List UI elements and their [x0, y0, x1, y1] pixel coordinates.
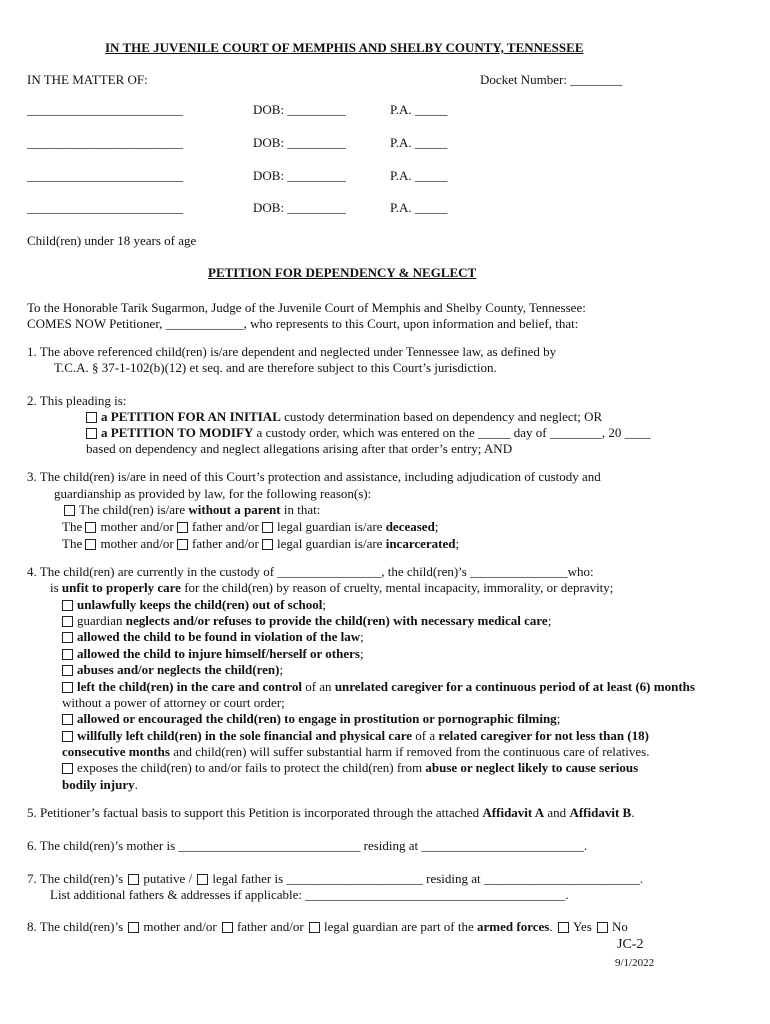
option-text: a custody order, which was entered on the _____ day of ________, 20 ____: [253, 425, 651, 440]
reason-bold-text: without a parent: [188, 502, 281, 517]
prostitution-checkbox[interactable]: [62, 714, 73, 725]
para-7: [27, 871, 643, 886]
unrelated-caregiver-checkbox[interactable]: [62, 682, 73, 693]
para-6-mother-field[interactable]: 6. The child(ren)’s mother is ____________________________ residing at _________________________.: [27, 838, 588, 853]
medical-care-checkbox[interactable]: [62, 616, 73, 627]
punctuation: .: [549, 919, 553, 934]
neglect-item-cont: [62, 744, 650, 759]
form-number: JC-2: [617, 937, 644, 952]
reason-text: in that:: [280, 502, 321, 517]
punctuation: ;: [547, 613, 552, 628]
reason-text: mother and/or: [100, 519, 174, 534]
child-pa-field[interactable]: P.A. _____: [390, 168, 448, 183]
reason-bold-text: deceased: [385, 519, 435, 534]
para-8: [27, 919, 628, 934]
option-initial-petition: [86, 409, 602, 424]
para-1-line-1: 1. The above referenced child(ren) is/are dependent and neglected under Tennessee law, as defined by: [27, 344, 557, 359]
affidavit-b: Affidavit B: [569, 805, 632, 820]
neglect-item-cont: without a power of attorney or court order;: [62, 695, 285, 710]
neglect-item: [62, 662, 283, 677]
neglect-item: [62, 629, 364, 644]
child-name-field[interactable]: ________________________: [27, 168, 183, 183]
intro-text: COMES NOW Petitioner,: [27, 316, 166, 331]
para-4-line-2: [50, 580, 613, 595]
matter-label: IN THE MATTER OF:: [27, 72, 148, 87]
punctuation: ;: [360, 629, 364, 644]
neglect-item: [62, 728, 649, 743]
punctuation: ;: [322, 597, 326, 612]
reason-bold-text: incarcerated: [385, 536, 456, 551]
reason-text: The: [62, 536, 83, 551]
punctuation: .: [134, 777, 138, 792]
child-dob-field[interactable]: DOB: _________: [253, 135, 346, 150]
no-checkbox[interactable]: [597, 922, 608, 933]
intro-text: , who represents to this Court, upon information and belief, that:: [243, 316, 579, 331]
court-title: IN THE JUVENILE COURT OF MEMPHIS AND SHELBY COUNTY, TENNESSEE: [105, 40, 584, 55]
punctuation: ;: [434, 519, 439, 534]
item-bold-text: left the child(ren) in the care and control: [77, 679, 302, 694]
punctuation: ;: [455, 536, 460, 551]
without-parent-checkbox[interactable]: [64, 505, 75, 516]
punctuation: .: [631, 805, 635, 820]
reason-text: for the child(ren) by reason of cruelty, mental incapacity, immorality, or depravity;: [180, 580, 614, 595]
para-text: legal guardian are part of the: [323, 919, 478, 934]
modify-petition-checkbox[interactable]: [86, 428, 97, 439]
neglect-item: [62, 646, 364, 661]
intro-line-1: To the Honorable Tarik Sugarmon, Judge of the Juvenile Court of Memphis and Shelby County, Tennessee:: [27, 300, 586, 315]
punctuation: ;: [556, 711, 561, 726]
father-deceased-checkbox[interactable]: [177, 522, 188, 533]
item-bold-text: unlawfully keeps the child(ren) out of school: [77, 597, 323, 612]
father-field[interactable]: legal father is _____________________ residing at ________________________.: [212, 871, 644, 886]
violation-law-checkbox[interactable]: [62, 632, 73, 643]
para-2-line-1: 2. This pleading is:: [27, 393, 127, 408]
item-bold-text: related caregiver for not less than (18): [438, 728, 649, 743]
reason-text: mother and/or: [100, 536, 174, 551]
punctuation: ;: [359, 646, 364, 661]
item-bold-text: allowed the child to injure himself/herself or others: [77, 646, 360, 661]
reason-text: legal guardian is/are: [277, 519, 386, 534]
reason-bold-text: unfit to properly care: [61, 580, 181, 595]
without-parent-row: [64, 502, 320, 517]
neglect-item-cont: [62, 777, 138, 792]
option-modify-line-2: based on dependency and neglect allegations arising after that order’s entry; AND: [86, 441, 513, 456]
petitioner-name-field[interactable]: ____________: [165, 316, 244, 331]
para-text: father and/or: [236, 919, 304, 934]
item-bold-text: neglects and/or refuses to provide the child(ren) with necessary medical care: [125, 613, 548, 628]
mother-deceased-checkbox[interactable]: [85, 522, 96, 533]
mother-incarcerated-checkbox[interactable]: [85, 539, 96, 550]
incarcerated-row: [62, 536, 459, 551]
reason-text: is: [50, 580, 62, 595]
no-label: No: [612, 919, 628, 934]
guardian-deceased-checkbox[interactable]: [262, 522, 273, 533]
guardian-armed-forces-checkbox[interactable]: [309, 922, 320, 933]
item-bold-text: abuses and/or neglects the child(ren): [77, 662, 280, 677]
item-text: and child(ren) will suffer substantial harm if removed from the continuous care of relatives.: [169, 744, 650, 759]
item-bold-text: allowed the child to be found in violation of the law: [77, 629, 361, 644]
neglect-item: [62, 613, 551, 628]
item-bold-text: bodily injury: [62, 777, 135, 792]
deceased-row: [62, 519, 438, 534]
neglect-item: [62, 597, 326, 612]
reason-text: father and/or: [192, 519, 259, 534]
para-text: and: [544, 805, 570, 820]
item-bold-text: allowed or encouraged the child(ren) to engage in prostitution or pornographic filming: [77, 711, 557, 726]
putative-father-checkbox[interactable]: [128, 874, 139, 885]
related-caregiver-checkbox[interactable]: [62, 731, 73, 742]
para-5: [27, 805, 634, 820]
para-text: mother and/or: [143, 919, 217, 934]
option-bold-text: a PETITION TO MODIFY: [101, 425, 254, 440]
para-3-line-2: guardianship as provided by law, for the following reason(s):: [54, 486, 372, 501]
para-3-line-1: 3. The child(ren) is/are in need of this Court’s protection and assistance, including adjudication of custody and: [27, 469, 601, 484]
child-dob-field[interactable]: DOB: _________: [253, 168, 346, 183]
yes-label: Yes: [572, 919, 592, 934]
item-bold-text: consecutive months: [62, 744, 170, 759]
child-name-field[interactable]: ________________________: [27, 102, 183, 117]
option-modify-petition: [86, 425, 651, 440]
para-text: 7. The child(ren)’s: [27, 871, 124, 886]
mother-armed-forces-checkbox[interactable]: [128, 922, 139, 933]
additional-fathers-field[interactable]: List additional fathers & addresses if applicable: ________________________________________.: [50, 887, 569, 902]
child-pa-field[interactable]: P.A. _____: [390, 200, 448, 215]
reason-text: The: [62, 519, 83, 534]
school-checkbox[interactable]: [62, 600, 73, 611]
yes-checkbox[interactable]: [558, 922, 569, 933]
child-name-field[interactable]: ________________________: [27, 200, 183, 215]
item-text: of an: [301, 679, 335, 694]
item-bold-text: abuse or neglect likely to cause serious: [425, 760, 639, 775]
item-bold-text: unrelated caregiver for a continuous period of at least (6) months: [334, 679, 695, 694]
reason-text: legal guardian is/are: [277, 536, 386, 551]
item-text: of a: [412, 728, 439, 743]
child-pa-field[interactable]: P.A. _____: [390, 135, 448, 150]
child-name-field[interactable]: ________________________: [27, 135, 183, 150]
para-text: putative /: [143, 871, 193, 886]
neglect-item: [62, 679, 695, 694]
punctuation: ;: [279, 662, 284, 677]
armed-forces-label: armed forces: [477, 919, 550, 934]
child-dob-field[interactable]: DOB: _________: [253, 200, 346, 215]
neglect-item: [62, 711, 560, 726]
child-dob-field[interactable]: DOB: _________: [253, 102, 346, 117]
abuse-checkbox[interactable]: [62, 665, 73, 676]
injure-checkbox[interactable]: [62, 649, 73, 660]
item-bold-text: willfully left child(ren) in the sole financial and physical care: [77, 728, 412, 743]
para-4-line-1: 4. The child(ren) are currently in the custody of ________________, the child(ren)’s _______________who:: [27, 564, 594, 579]
children-note: Child(ren) under 18 years of age: [27, 233, 197, 248]
child-pa-field[interactable]: P.A. _____: [390, 102, 448, 117]
para-text: 8. The child(ren)’s: [27, 919, 124, 934]
item-text: exposes the child(ren) to and/or fails to protect the child(ren) from: [77, 760, 426, 775]
option-bold-text: a PETITION FOR AN INITIAL: [101, 409, 281, 424]
father-armed-forces-checkbox[interactable]: [222, 922, 233, 933]
docket-number-field[interactable]: Docket Number: ________: [480, 72, 623, 87]
intro-line-2: [27, 316, 578, 331]
guardian-incarcerated-checkbox[interactable]: [262, 539, 273, 550]
initial-petition-checkbox[interactable]: [86, 412, 97, 423]
legal-father-checkbox[interactable]: [197, 874, 208, 885]
para-text: 5. Petitioner’s factual basis to support this Petition is incorporated through the attached: [27, 805, 483, 820]
reason-text: The child(ren) is/are: [79, 502, 189, 517]
father-incarcerated-checkbox[interactable]: [177, 539, 188, 550]
neglect-item: [62, 760, 638, 775]
affidavit-a: Affidavit A: [482, 805, 545, 820]
form-date: 9/1/2022: [615, 957, 655, 969]
option-text: custody determination based on dependency and neglect; OR: [280, 409, 603, 424]
exposes-checkbox[interactable]: [62, 763, 73, 774]
reason-text: father and/or: [192, 536, 259, 551]
item-text: guardian: [77, 613, 126, 628]
petition-title: PETITION FOR DEPENDENCY & NEGLECT: [208, 265, 477, 280]
para-1-line-2: T.C.A. § 37-1-102(b)(12) et seq. and are therefore subject to this Court’s jurisdiction.: [54, 360, 497, 375]
